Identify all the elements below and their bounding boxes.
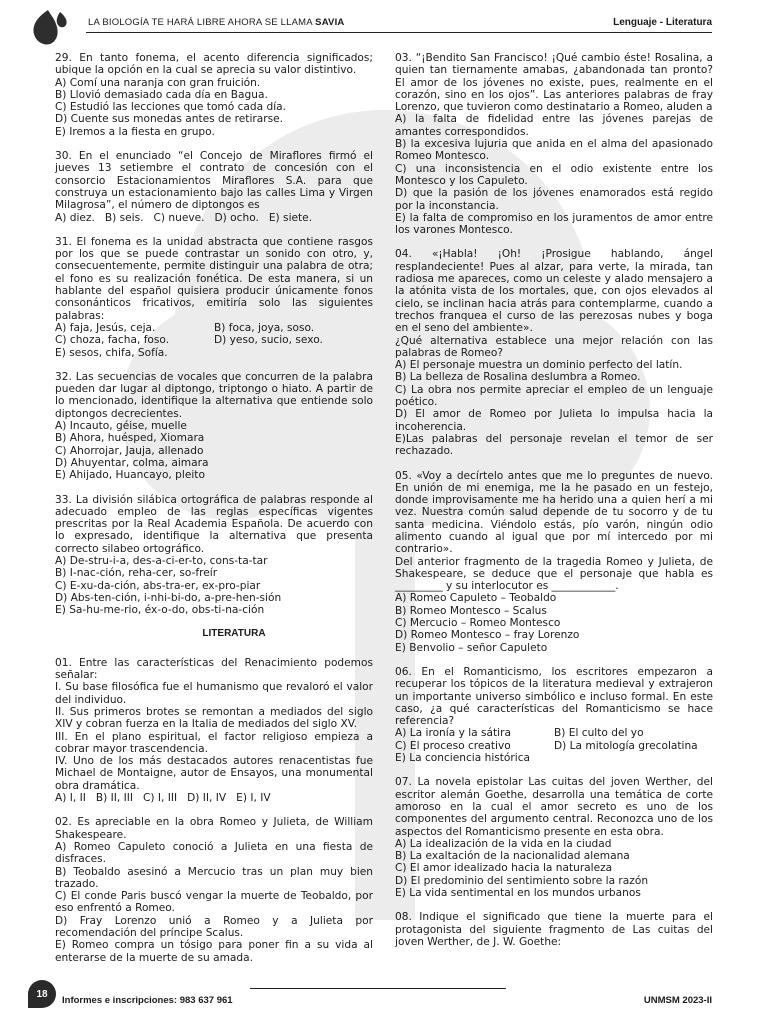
option-a[interactable]: A) La idealización de la vida en la ciudad <box>395 837 612 850</box>
question-stem: 02. Es apreciable en la obra Romeo y Julieta, de William Shakespeare. <box>55 816 373 841</box>
option-a[interactable]: A) la falta de fidelidad entre las jóvenes parejas de amantes correspondidos. <box>395 113 713 138</box>
footer-divider <box>250 988 506 989</box>
option-e[interactable]: E) siete. <box>268 211 313 224</box>
statement: III. En el plano espiritual, el factor religioso empieza a cobrar mayor trascendencia. <box>55 730 373 755</box>
option-d[interactable]: D) La mitología grecolatina <box>554 739 698 752</box>
right-column <box>395 52 713 960</box>
statement: IV. Uno de los más destacados autores renacentistas fue Michael de Montaigne, autor de Ensayos, una monumental obra dramática. <box>55 755 373 792</box>
option-c[interactable]: C) E-xu-da-ción, abs-tra-er, ex-pro-piar <box>55 579 261 592</box>
options-row <box>395 740 713 752</box>
option-e[interactable]: E) sesos, chifa, Sofía. <box>55 346 168 359</box>
option-a[interactable]: A) De-stru-i-a, des-a-ci-er-to, cons-ta-tar <box>55 554 268 567</box>
footer-contact: Informes e inscripciones: 983 637 961 <box>62 995 233 1006</box>
literature-question-02 <box>55 816 373 964</box>
question-stem: 30. En el enunciado “el Concejo de Miraflores firmó el jueves 13 setiembre el contrato de concesión con el consorcio Estacionamientos Miraflores S.A. para que construya un estacionamiento bajo las calles Lima y Virgen Milagrosa”, el número de diptongos es <box>55 150 373 212</box>
question-stem: 04. «¡Habla! ¡Oh! ¡Prosigue hablando, ángel resplandeciente! Pues al alzar, para verte, la mirada, tan radiosa me apareces, como un celeste y alado mensajero a la atónita vista de los mortales, que, con ojos elevados al cielo, se inclinan hacia atrás para contemplarme, cuando a trechos franquea el curso de las perezosas nubes y boga en el seno del ambiente». <box>395 248 713 335</box>
option-c[interactable]: C) I, III <box>142 792 178 805</box>
header-brand: SAVIA <box>315 17 345 28</box>
question-stem: 31. El fonema es la unidad abstracta que contiene rasgos por los que se puede contrastar un sonido con otro, y, consecuentemente, permite distinguir una palabra de otra; el fono es su realización fonética. De esta manera, si un hablante del español quisiera producir únicamente fonos consonánticos fricativos, emitiría solo las siguientes palabras: <box>55 235 373 322</box>
option-b[interactable]: B) La exaltación de la nacionalidad alemana <box>395 850 630 863</box>
option-d[interactable]: D) que la pasión de los jóvenes enamorados está regido por la inconstancia. <box>395 187 713 212</box>
option-e[interactable]: E) Romeo compra un tósigo para poner fin a su vida al enterarse de la muerte de su amada. <box>55 939 373 964</box>
option-a[interactable]: A) El personaje muestra un dominio perfecto del latín. <box>395 359 683 372</box>
question-29 <box>55 52 373 138</box>
statement: II. Sus primeros brotes se remontan a mediados del siglo XIV y cobran fuerza en la Italia de mediados del siglo XV. <box>55 705 373 731</box>
question-stem: 32. Las secuencias de vocales que concurren de la palabra pueden dar lugar al diptongo, triptongo o hiato. A partir de lo mencionado, identifique la alternativa que entiende solo diptongos decrecientes. <box>55 370 373 420</box>
option-a[interactable]: A) I, II <box>55 792 86 805</box>
option-c[interactable]: C) El proceso creativo <box>395 739 511 752</box>
question-33 <box>55 494 373 617</box>
options-row <box>55 212 373 224</box>
option-c[interactable]: C) Mercucio – Romeo Montesco <box>395 617 561 630</box>
option-b[interactable]: B) Romeo Montesco – Scalus <box>395 604 547 617</box>
option-a[interactable]: A) Romeo Capuleto conoció a Julieta en una fiesta de disfraces. <box>55 840 373 866</box>
option-d[interactable]: D) yeso, sucio, sexo. <box>214 334 323 347</box>
option-a[interactable]: A) Incauto, géise, muelle <box>55 420 187 433</box>
header-slogan-text: LA BIOLOGÍA TE HARÁ LIBRE AHORA SE LLAMA <box>88 17 316 28</box>
option-b[interactable]: B) Ahora, huésped, Xiomara <box>55 432 205 445</box>
question-stem: 05. «Voy a decírtelo antes que me lo preguntes de nuevo. En unión de mi enemiga, me la he pasado en un festejo, donde improvisamente me ha herido una a quien herí a mi vez. Nuestra común salud depende de tu socorro y de tu santa medicina. Viéndolo estás, pío varón, ningún odio alimento cuando al igual que por mí intercedo por mi contrario». <box>395 469 713 556</box>
option-c[interactable]: C) El conde Paris buscó vengar la muerte de Teobaldo, por eso enfrentó a Romeo. <box>55 890 373 915</box>
option-e[interactable]: E) Benvolio – señor Capuleto <box>395 641 548 654</box>
option-c[interactable]: C) Estudió las lecciones que tomó cada día. <box>55 101 287 114</box>
option-e[interactable]: E) la falta de compromiso en los juramentos de amor entre los varones Montesco. <box>395 211 713 237</box>
option-e[interactable]: E) Iremos a la fiesta en grupo. <box>55 125 215 138</box>
header-divider <box>86 32 712 33</box>
literature-question-04 <box>395 248 713 457</box>
question-stem: 01. Entre las características del Renacimiento podemos señalar: <box>55 656 373 682</box>
option-c[interactable]: C) choza, facha, foso. <box>55 334 170 347</box>
footer-edition-year: 2023-II <box>682 995 712 1006</box>
option-a[interactable]: A) diez. <box>55 211 95 224</box>
option-b[interactable]: B) seis. <box>104 211 144 224</box>
option-d[interactable]: D) Abs-ten-ción, i-nhi-bi-do, a-pre-hen-sión <box>55 591 282 604</box>
option-c[interactable]: C) La obra nos permite apreciar el empleo de un lenguaje poético. <box>395 383 713 409</box>
option-d[interactable]: D) Ahuyentar, colma, aimara <box>55 456 209 469</box>
literature-question-08 <box>395 911 713 948</box>
option-b[interactable]: B) El culto del yo <box>554 727 644 740</box>
footer-edition <box>644 995 712 1006</box>
option-d[interactable]: D) Romeo Montesco – fray Lorenzo <box>395 629 580 642</box>
option-a[interactable]: A) faja, Jesús, ceja. <box>55 321 156 334</box>
option-b[interactable]: B) Llovió demasiado cada día en Bagua. <box>55 88 268 101</box>
question-32 <box>55 371 373 482</box>
option-d[interactable]: D) Fray Lorenzo unió a Romeo y a Julieta por recomendación del príncipe Scalus. <box>55 914 373 939</box>
option-a[interactable]: A) Comí una naranja con gran fruición. <box>55 76 261 89</box>
question-stem: 33. La división silábica ortográfica de palabras responde al adecuado empleo de las reglas específicas vigentes prescritas por la Real Academia Española. De acuerdo con lo expresado, identifique la alternativa que presenta correcto silabeo ortográfico. <box>55 493 373 555</box>
question-stem: 29. En tanto fonema, el acento diferencia significados; ubique la opción en la cual se aprecia su valor distintivo. <box>55 52 373 77</box>
footer-edition-prefix: UNMSM <box>643 995 683 1006</box>
option-d[interactable]: D) ocho. <box>214 211 259 224</box>
option-b[interactable]: B) I-nac-ción, reha-cer, so-freír <box>55 567 218 580</box>
option-b[interactable]: B) Teobaldo asesinó a Mercucio tras un plan muy bien trazado. <box>55 865 373 890</box>
option-e[interactable]: E) Ahijado, Huancayo, pleito <box>55 469 205 482</box>
option-e[interactable]: E) La conciencia histórica <box>395 752 531 765</box>
left-column <box>55 52 373 976</box>
options-row <box>55 334 373 346</box>
options-row <box>55 792 373 804</box>
question-prompt: Del anterior fragmento de la tragedia Romeo y Julieta, de Shakespeare, se deduce que el personaje que habla es _________ y su interlocutor es ____________. <box>395 555 713 593</box>
option-c[interactable]: C) una inconsistencia en el odio existente entre los Montesco y los Capuleto. <box>395 162 713 187</box>
option-c[interactable]: C) Ahorrojar, Jauja, allenado <box>55 444 204 457</box>
header-slogan <box>88 17 345 28</box>
option-b[interactable]: B) foca, joya, soso. <box>214 321 315 334</box>
question-stem: 06. En el Romanticismo, los escritores empezaron a recuperar los tópicos de la literatura medieval y extrajeron un importante universo simbólico e incluso formal. En este caso, ¿a qué características del Romanticismo se hace referencia? <box>395 665 713 728</box>
option-c[interactable]: C) nueve. <box>153 211 205 224</box>
option-c[interactable]: C) El amor idealizado hacia la naturaleza <box>395 862 613 875</box>
option-b[interactable]: B) La belleza de Rosalina deslumbra a Romeo. <box>395 371 641 384</box>
option-e[interactable]: E)Las palabras del personaje revelan el temor de ser rechazado. <box>395 432 713 458</box>
question-stem: 07. La novela epistolar Las cuitas del joven Werther, del escritor alemán Goethe, desarrolla una temática de corte amoroso en la cual el amor secreto es uno de los componentes del argumento central. Reconozca uno de los aspectos del Romanticismo presente en esta obra. <box>395 776 713 838</box>
option-b[interactable]: B) II, III <box>95 792 133 805</box>
option-d[interactable]: D) El predominio del sentimiento sobre la razón <box>395 874 649 887</box>
option-d[interactable]: D) El amor de Romeo por Julieta lo impulsa hacia la incoherencia. <box>395 408 713 433</box>
option-d[interactable]: D) Cuente sus monedas antes de retirarse. <box>55 113 284 126</box>
option-b[interactable]: B) la excesiva lujuria que anida en el alma del apasionado Romeo Montesco. <box>395 138 713 163</box>
header-subject: Lenguaje - Literatura <box>613 17 712 28</box>
option-a[interactable]: A) La ironía y la sátira <box>395 727 511 740</box>
option-e[interactable]: E) I, IV <box>236 792 271 805</box>
page-number-badge <box>28 980 56 1008</box>
question-31 <box>55 236 373 359</box>
statement: I. Su base filosófica fue el humanismo que revaloró el valor del individuo. <box>55 681 373 706</box>
option-e[interactable]: E) Sa-hu-me-rio, éx-o-do, obs-ti-na-ción <box>55 604 265 617</box>
literature-question-03 <box>395 52 713 236</box>
question-30 <box>55 150 373 224</box>
literature-question-01 <box>55 657 373 805</box>
option-a[interactable]: A) Romeo Capuleto – Teobaldo <box>395 592 557 605</box>
option-d[interactable]: D) II, IV <box>187 792 227 805</box>
question-stem: 03. “¡Bendito San Francisco! ¡Qué cambio éste! Rosalina, a quien tan tiernamente amabas, ¿abandonada tan pronto? El amor de los jóvenes no existe, pues, realmente en el corazón, sino en los ojos”. Las anteriores palabras de fray Lorenzo, que tuvieron como destinatario a Romeo, aluden a <box>395 52 713 114</box>
options-row <box>395 727 713 739</box>
question-prompt: ¿Qué alternativa establece una mejor relación con las palabras de Romeo? <box>395 334 713 359</box>
question-stem: 08. Indique el significado que tiene la muerte para el protagonista del siguiente fragmento de Las cuitas del joven Werther, de J. W. Goethe: <box>395 911 713 948</box>
savia-leaf-logo <box>30 8 70 46</box>
section-title: LITERATURA <box>202 628 266 640</box>
option-e[interactable]: E) La vida sentimental en los mundos urbanos <box>395 887 641 899</box>
literature-question-06 <box>395 666 713 764</box>
literature-question-07 <box>395 776 713 899</box>
options-row <box>55 322 373 334</box>
page-number: 18 <box>36 988 48 1000</box>
literature-question-05 <box>395 470 713 654</box>
